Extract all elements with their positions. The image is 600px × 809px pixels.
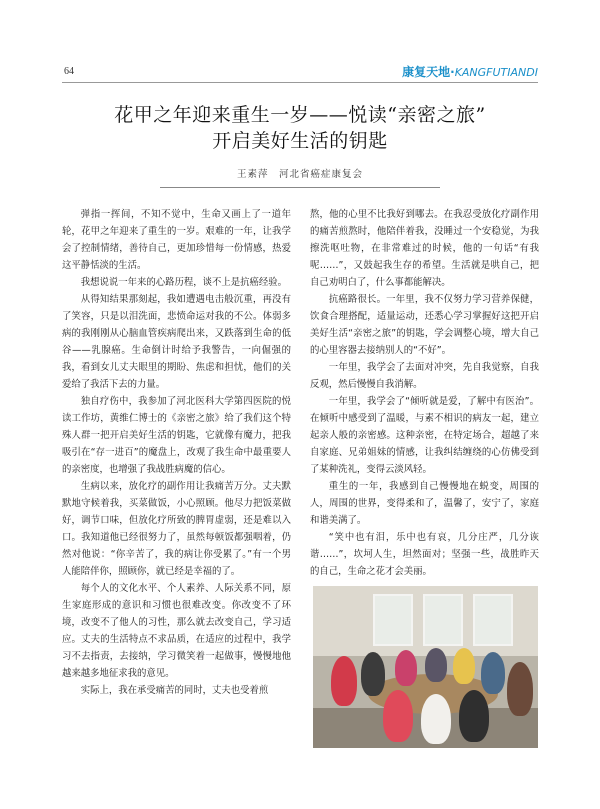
right-column bbox=[310, 206, 539, 580]
photo-person bbox=[421, 694, 451, 744]
paragraph: 一年里，我学会了“倾听就是爱，了解中有医治”。在倾听中感受到了温暖，与素不相识的病友一起，建立起亲人般的亲密感。这种亲密，在特定场合，超越了来自家庭、兄弟姐妹的情感，让我纠结缠绕的心仿佛受到了某种洗礼，变得云淡风轻。 bbox=[310, 396, 539, 475]
photo-window bbox=[373, 594, 413, 646]
photo-window bbox=[423, 594, 463, 646]
photo-person bbox=[481, 652, 505, 694]
paragraph: 生病以来，放化疗的副作用让我痛苦万分。丈夫默默地守候着我，买菜做饭，小心照顾。他尽力把饭菜做好，调节口味，但放化疗所致的脾胃虚弱，还是难以入口。我知道他已经很努力了，虽然每顿饭都强咽着，仍然对他说：“你辛苦了，我的病让你受累了。”有一个男人能陪伴你，照顾你，就已经是幸福的了。 bbox=[62, 481, 291, 577]
paragraph: 熬，他的心里不比我好到哪去。在我忍受放化疗副作用的痛苦煎熬时，他陪伴着我，没睡过一个安稳觉，为我擦洗呕吐物，在非常难过的时候，他的一句话“有我呢……”，又鼓起我生存的希望。生活就是哄自己，把自己劝明白了，什么事都能解决。 bbox=[310, 209, 539, 288]
section-title bbox=[402, 63, 538, 80]
paragraph: “笑中也有泪，乐中也有哀，几分庄严，几分诙谐……”，坎坷人生，坦然面对；坚强一些，战胜昨天的自己，生命之花才会美丽。 bbox=[310, 532, 539, 577]
paragraph: 实际上，我在承受痛苦的同时，丈夫也受着煎 bbox=[80, 685, 269, 696]
article-title-line-2: 开启美好生活的钥匙 bbox=[212, 130, 388, 152]
photo-person bbox=[459, 690, 489, 742]
paragraph: 重生的一年，我感到自己慢慢地在蜕变，周围的人，周围的世界，变得柔和了，温馨了，安宁了，家庭和谐美满了。 bbox=[310, 481, 539, 526]
left-column bbox=[62, 206, 291, 699]
photo-person bbox=[395, 650, 417, 686]
photo-window bbox=[473, 594, 513, 646]
paragraph: 我想说说一年来的心路历程，谈不上是抗癌经验。 bbox=[80, 277, 288, 288]
paragraph: 一年里，我学会了去面对冲突，先自我觉察，自我反观，然后慢慢自我消解。 bbox=[310, 362, 539, 390]
paragraph: 每个人的文化水平、个人素养、人际关系不同，原生家庭形成的意识和习惯也很难改变。你改变不了环境，改变不了他人的习性，那么就去改变自己，学习适应。丈夫的生活特点不求品质，在适应的过程中，我学习不去指责，去接纳，学习微笑着一起做事，慢慢地他越来越多地征求我的意见。 bbox=[62, 583, 291, 679]
photo-person bbox=[453, 648, 475, 684]
photo-person bbox=[331, 656, 357, 706]
header-divider bbox=[62, 82, 538, 83]
article-author: 王素萍 河北省癌症康复会 bbox=[236, 169, 363, 180]
section-title-en: KANGFUTIANDI bbox=[454, 66, 538, 79]
title-divider bbox=[160, 187, 440, 188]
photo-person bbox=[383, 690, 413, 742]
paragraph: 抗癌路很长。一年里，我不仅努力学习营养保健，饮食合理搭配，适量运动，还悉心学习掌握好这把开启美好生活“亲密之旅”的钥匙，学会调整心境，增大自己的心里容器去接纳别人的“不好”。 bbox=[310, 294, 539, 356]
paragraph: 弹指一挥间，不知不觉中，生命又画上了一道年轮，花甲之年迎来了重生的一岁。艰难的一年，让我学会了控制情绪，善待自己，更加珍惜每一份情感，热爱这平静恬淡的生活。 bbox=[62, 209, 291, 271]
paragraph: 从得知结果那刻起，我如遭遇电击般沉重，再没有了笑容，只是以泪洗面，悲愤命运对我的不公。体弱多病的我刚刚从心脑血管疾病爬出来，又跌落到生命的低谷——乳腺癌。生命倒计时给予我警告，一向倔强的我，看到女儿丈夫眼里的期盼、焦虑和担忧，他们的关爱给了我活下去的力量。 bbox=[62, 294, 291, 390]
meeting-photo bbox=[313, 586, 538, 748]
photo-person bbox=[425, 648, 447, 682]
article-title bbox=[62, 102, 538, 154]
photo-person bbox=[361, 652, 385, 696]
section-title-cn: 康复天地· bbox=[402, 65, 455, 79]
photo-person bbox=[507, 662, 533, 716]
paragraph: 独自疗伤中，我参加了河北医科大学第四医院的悦读工作坊，黄维仁博士的《亲密之旅》给了我们这个特殊人群一把开启美好生活的钥匙，它就像有魔力，把我吸引在“存一进百”的魔盘上，改观了我生命中最重要人的亲密度，也增强了我战胜病魔的信心。 bbox=[62, 396, 291, 475]
page-number: 64 bbox=[64, 66, 74, 77]
article-title-line-1: 花甲之年迎来重生一岁——悦读“亲密之旅” bbox=[114, 104, 486, 126]
